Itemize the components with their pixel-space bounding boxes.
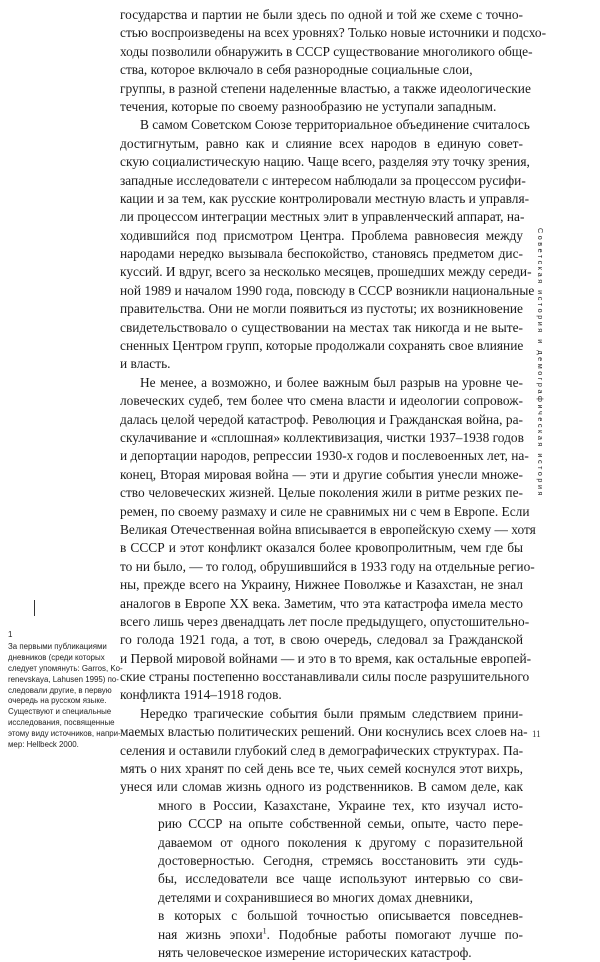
- footnote: [8, 630, 148, 751]
- text-line: группы, в разной степени наделенные властью, а также идеологические: [120, 80, 531, 96]
- text-line: и Первой мировой войнами — и это в то время, как остальные европей-: [120, 650, 532, 666]
- text-line: даваемом от одного поколения к другому с поразительной: [158, 834, 523, 850]
- text-line: то ни было, — то голод, обрушившийся в 1933 году на отдельные регио-: [120, 558, 535, 574]
- text-line: ства, которое включало в себя разнородные социальные слои,: [120, 62, 473, 78]
- text-line: Не менее, а возможно, и более важным был разрыв на уровне че-: [140, 374, 523, 390]
- text-line: ходившийся под присмотром Центра. Проблема равновесия между: [120, 227, 523, 243]
- text-line: ная жизнь эпохи$^1$. Подобные работы помогают лучше по-: [158, 926, 524, 942]
- text-line: всего лишь через двенадцать лет после предыдущего, опустошительно-: [120, 613, 530, 629]
- text-line: много в России, Казахстане, Украине тех, кто изучал исто-: [158, 797, 523, 813]
- page-number: 11: [532, 729, 541, 739]
- text-line: и депортации народов, репрессии 1930-х годов и послевоенных лет, на-: [120, 448, 529, 464]
- text-line: В самом Советском Союзе территориальное объединение считалось: [140, 117, 530, 133]
- footnote-line: очередь на русском языке.: [8, 696, 107, 706]
- text-line: рию СССР на опыте собственной семьи, опыте, часто пере-: [158, 816, 523, 832]
- text-line: маемых властью политических решений. Они коснулись всех слоев на-: [120, 724, 528, 740]
- footnote-line: дневников (среди которых: [8, 652, 105, 662]
- text-line: го голода 1921 года, а тот, в свою очередь, следовал за Гражданской: [120, 632, 523, 648]
- footnote-line: этому виду источников, напри-: [8, 729, 121, 739]
- text-line: в которых с большой точностью описывается повседнев-: [158, 908, 523, 924]
- text-line: куссий. И вдруг, всего за несколько месяцев, прошедших между середи-: [120, 264, 532, 280]
- text-line: кации и за тем, как русские контролировали местную власть и управля-: [120, 190, 530, 206]
- text-line: ходы позволили обнаружить в СССР существование многоликого обще-: [120, 43, 533, 59]
- footnote-line: За первыми публикациями: [8, 641, 107, 651]
- text-line: бы, исследователи все чаще используют интервью со сви-: [158, 871, 523, 887]
- footnote-line: исследования, посвященные: [8, 718, 115, 728]
- text-line: ной 1989 и началом 1990 года, повсюду в СССР возникли национальные: [120, 282, 535, 298]
- footnote-number: 1: [8, 630, 13, 639]
- footnote-line: Существуют и специальные: [8, 707, 112, 717]
- text-line: скулачивание и «сплошная» коллективизация, чистки 1937–1938 годов: [120, 429, 524, 445]
- footnote-text: [8, 642, 148, 751]
- text-line: детелями и сохранившиеся во многих домах дневники,: [158, 889, 473, 905]
- text-line: ремен, по своему размаху и силе не сравнимых ни с чем в Европе. Если: [120, 503, 530, 519]
- text-line: аналогов в Европе XX века. Заметим, что эта катастрофа имела место: [120, 595, 523, 611]
- text-line: унеся или сломав жизнь одного из родственников. В самом деле, как: [120, 779, 523, 795]
- text-line: правительства. Они не могли появиться из пустоты; их возникновение: [120, 301, 523, 317]
- text-line: Великая Отечественная война вписывается в европейскую схему — хотя: [120, 521, 536, 537]
- running-section-title: Советская история и демографическая история: [536, 228, 545, 498]
- text-line: ны, прежде всего на Украину, Нижнее Поволжье и Казахстан, не знал: [120, 577, 523, 593]
- text-line: в СССР и этот конфликт оказался более кровопролитным, чем где бы: [120, 540, 523, 556]
- text-line: селения и оставили глубокий след в демографических структурах. Па-: [120, 742, 524, 758]
- text-line: далась целой чередой катастроф. Революция и Гражданская война, ра-: [120, 411, 523, 427]
- text-line: государства и партии не были здесь по одной и той же схеме с точно-: [120, 7, 523, 22]
- text-line: достоверностью. Сегодня, стремясь восстановить эти судь-: [158, 852, 523, 868]
- text-line: Нередко трагические события были прямым следствием прини-: [140, 705, 523, 721]
- footnote-rule: [34, 600, 35, 616]
- text-line: свидетельствовало о существовании на местах так никогда и не выте-: [120, 319, 523, 335]
- text-line: мять о них хранят по сей день все те, чьих семей коснулся этот вихрь,: [120, 761, 523, 777]
- text-line: нять человеческое измерение исторических катастроф.: [158, 944, 472, 960]
- text-line: ли процессом интеграции местных элит в управленческий аппарат, на-: [120, 209, 525, 225]
- footnote-line: следовали другие, в первую: [8, 685, 112, 695]
- text-line: течения, которые по своему разнообразию не уступали западным.: [120, 98, 497, 114]
- text-line: стью воспроизведены на всех уровнях? Только новые источники и подсхо-: [120, 25, 547, 41]
- text-line: конфликта 1914–1918 годов.: [120, 687, 282, 703]
- text-line: ловеческих судеб, тем более что смена власти и идеологии сопровож-: [120, 393, 523, 409]
- footnote-line: мер: Hellbeck 2000.: [8, 740, 79, 750]
- text-line: народами нередко вызывала беспокойство, становясь предметом дис-: [120, 246, 523, 262]
- text-line: сненных Центром групп, которые продолжали сохранять свое влияние: [120, 338, 524, 354]
- footnote-line: renevskaya, Lahusen 1995) по-: [8, 674, 119, 684]
- text-line: ские страны постепенно восстанавливали силы после разрушительного: [120, 669, 530, 685]
- footnote-line: следует упомянуть: Garros, Ko-: [8, 663, 123, 673]
- footnote-reference[interactable]: 1: [262, 926, 267, 936]
- text-line: и власть.: [120, 356, 171, 372]
- text-line: скую социалистическую нацию. Чаще всего, разделяя эту точку зрения,: [120, 154, 530, 170]
- text-line: ство человеческих жизней. Целые поколения жили в ритме резких пе-: [120, 485, 523, 501]
- text-line: достигнутым, равно как и слияние всех народов в единую совет-: [120, 135, 523, 151]
- text-line: западные исследователи с интересом наблюдали за процессом русифи-: [120, 172, 526, 188]
- text-line: конец, Вторая мировая война — эти и другие события унесли множе-: [120, 466, 523, 482]
